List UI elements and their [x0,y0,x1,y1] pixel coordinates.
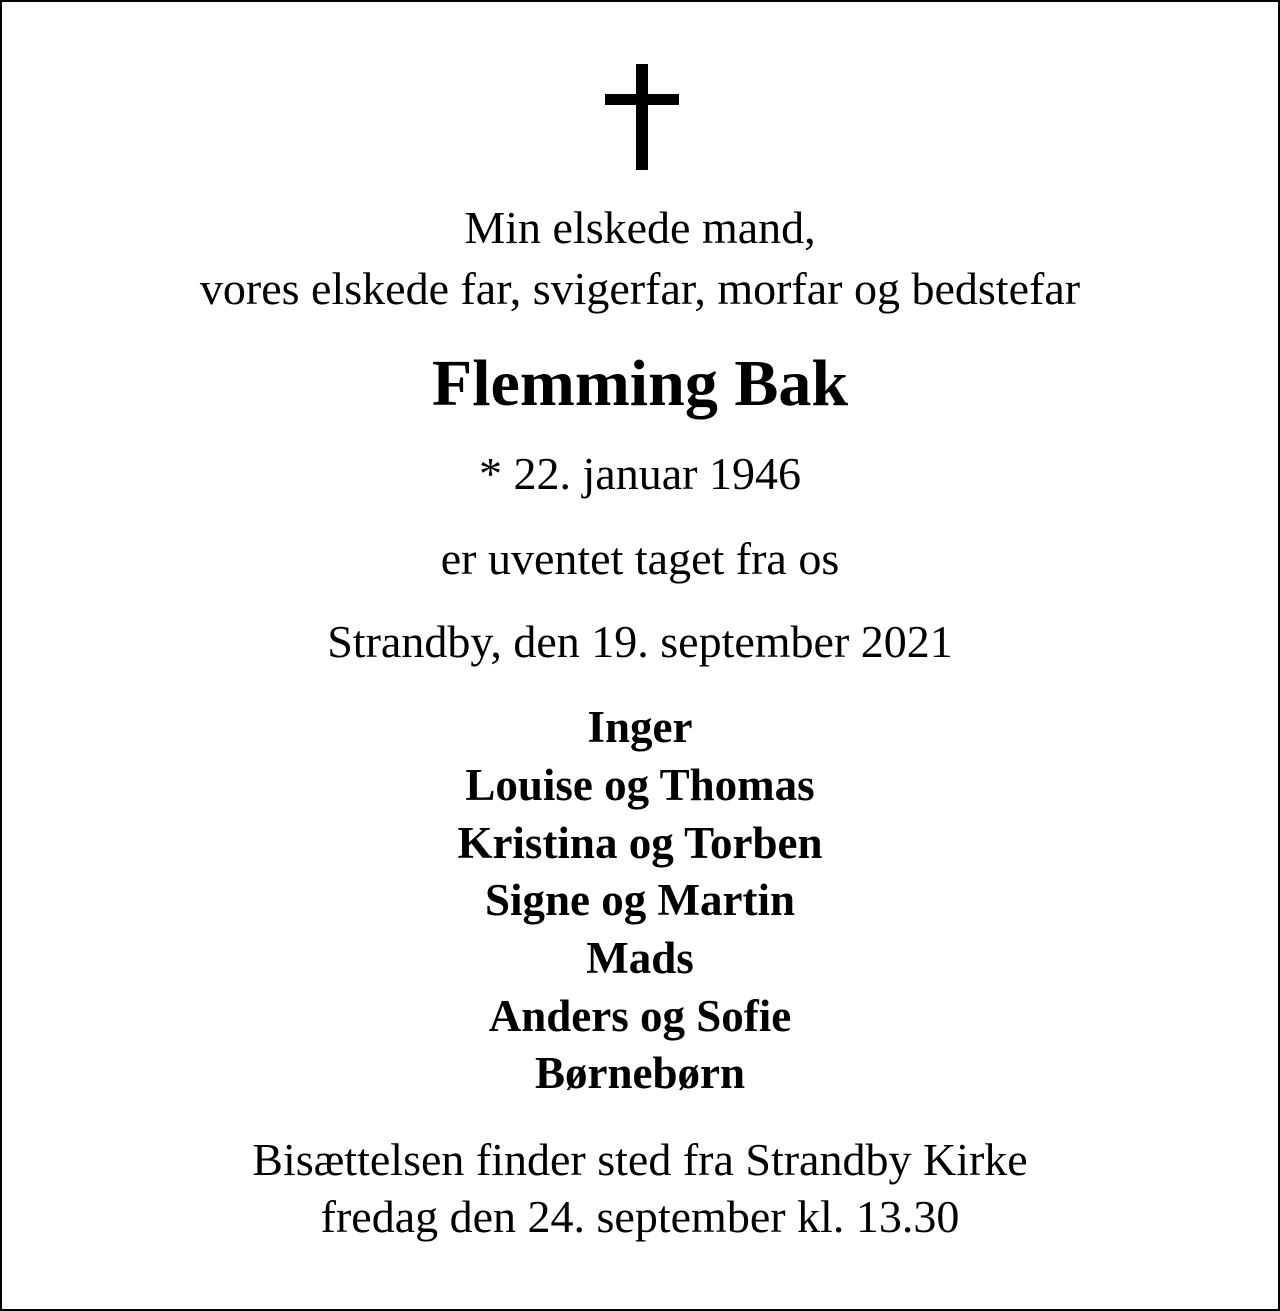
intro-line-2: vores elskede far, svigerfar, morfar og bedstefar [199,263,1081,314]
family-member: Anders og Sofie [488,991,792,1041]
place-and-date: Strandby, den 19. september 2021 [327,616,953,667]
family-member: Signe og Martin [485,875,795,925]
service-line-1: Bisættelsen finder sted fra Strandby Kirke [252,1134,1028,1185]
family-member: Mads [586,933,694,983]
family-member: Kristina og Torben [457,818,823,868]
family-member: Børnebørn [534,1048,745,1098]
service-line-2: fredag den 24. september kl. 13.30 [320,1191,960,1242]
birth-date: * 22. januar 1946 [479,448,801,499]
deceased-name: Flemming Bak [431,347,849,420]
passed-away-text: er uventet taget fra os [440,533,840,584]
intro-line-1: Min elskede mand, [464,202,816,253]
family-member: Louise og Thomas [465,760,815,810]
cross-icon [605,64,679,172]
family-member: Inger [587,702,693,752]
